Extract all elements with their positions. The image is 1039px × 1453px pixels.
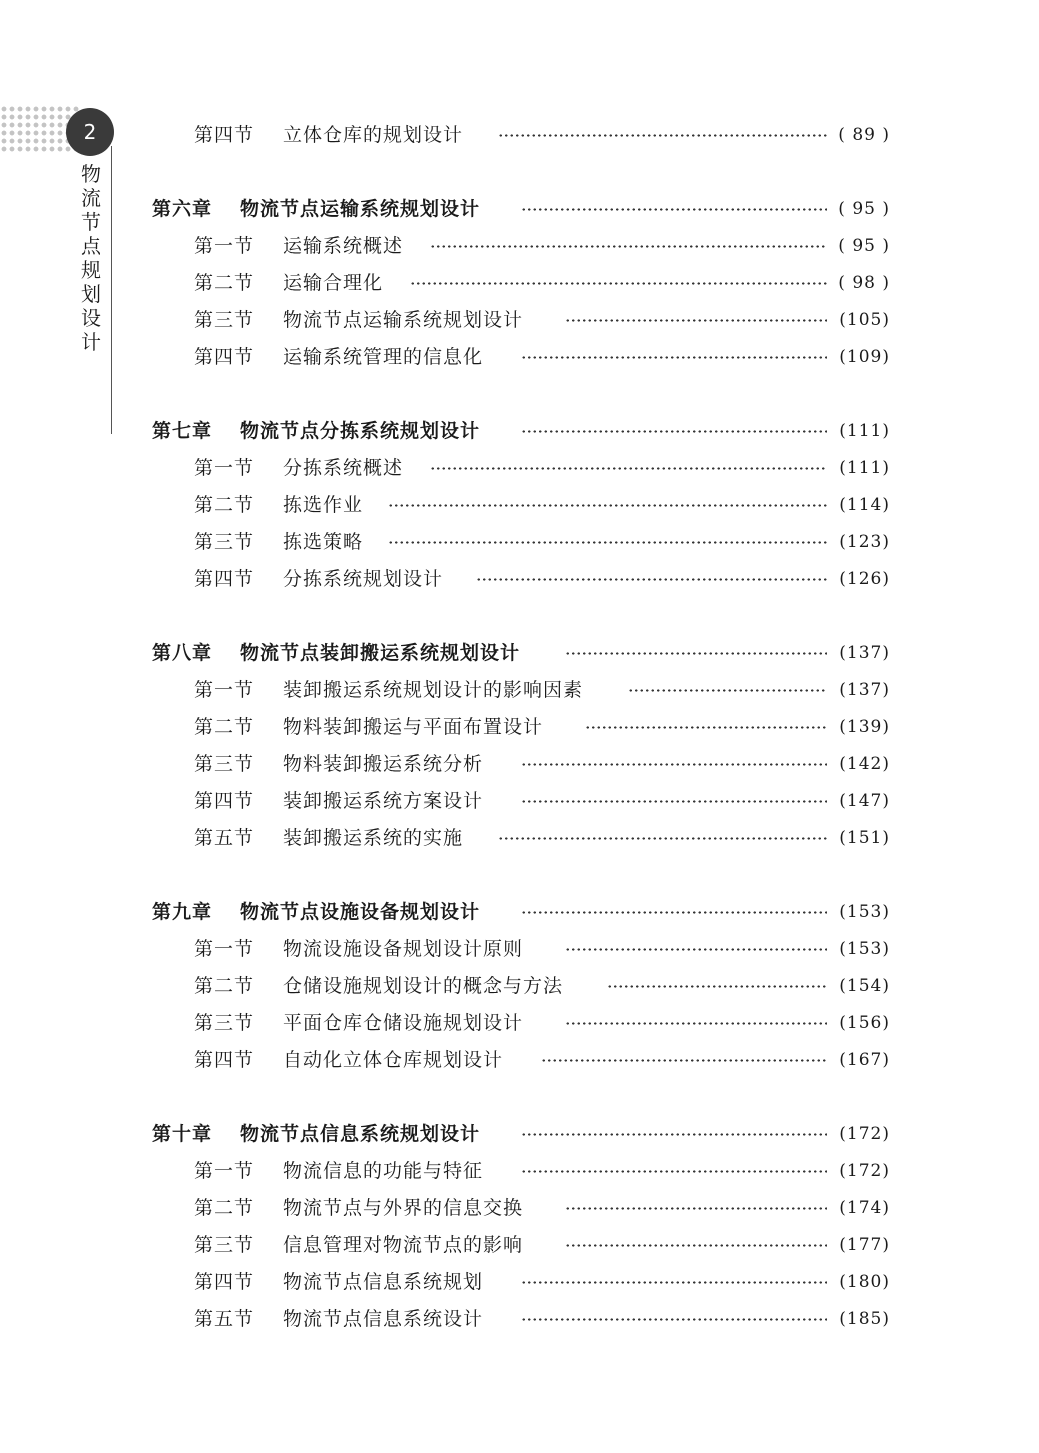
toc-section-row[interactable] — [0, 527, 1039, 557]
dot-leader — [521, 342, 827, 372]
section-number: 第一节 — [194, 679, 255, 701]
page-reference: (156) — [839, 1013, 890, 1033]
section-title: 拣选作业 — [283, 494, 364, 516]
toc-section-row[interactable] — [0, 934, 1039, 964]
page-reference: (105) — [839, 310, 890, 330]
page-reference: (151) — [839, 828, 890, 848]
page-reference: (167) — [839, 1050, 890, 1070]
toc-section-row[interactable] — [0, 823, 1039, 853]
section-title: 分拣系统概述 — [283, 457, 404, 479]
dot-leader — [628, 675, 827, 705]
chapter-number: 第九章 — [152, 901, 213, 923]
toc-section-row[interactable] — [0, 1304, 1039, 1334]
section-number: 第二节 — [194, 716, 255, 738]
section-number: 第五节 — [194, 827, 255, 849]
section-title: 拣选策略 — [283, 531, 364, 553]
chapter-number: 第十章 — [152, 1123, 213, 1145]
dot-leader — [521, 1267, 827, 1297]
dot-leader — [521, 749, 827, 779]
toc-section-row[interactable] — [0, 675, 1039, 705]
page-reference: (177) — [839, 1235, 890, 1255]
toc-section-row[interactable] — [0, 1267, 1039, 1297]
dot-leader — [541, 1045, 827, 1075]
section-title: 立体仓库的规划设计 — [283, 124, 464, 146]
chapter-number: 第七章 — [152, 420, 213, 442]
page-reference: (139) — [839, 717, 890, 737]
section-number: 第四节 — [194, 1049, 255, 1071]
dot-leader — [521, 897, 827, 927]
page-reference: ( 95 ) — [838, 199, 890, 219]
section-number: 第一节 — [194, 457, 255, 479]
section-number: 第二节 — [194, 975, 255, 997]
section-title: 信息管理对物流节点的影响 — [283, 1234, 524, 1256]
page-reference: ( 89 ) — [838, 125, 890, 145]
dot-leader — [498, 823, 827, 853]
dot-leader — [430, 231, 827, 261]
section-number: 第四节 — [194, 1271, 255, 1293]
chapter-number: 第六章 — [152, 198, 213, 220]
running-book-title: 物流节点规划设计 — [81, 162, 101, 354]
chapter-title: 物流节点信息系统规划设计 — [240, 1123, 481, 1145]
section-title: 装卸搬运系统规划设计的影响因素 — [283, 679, 584, 701]
page-reference: (153) — [839, 902, 890, 922]
page-reference: (137) — [839, 643, 890, 663]
toc-section-row[interactable] — [0, 971, 1039, 1001]
section-number: 第三节 — [194, 753, 255, 775]
section-number: 第三节 — [194, 1012, 255, 1034]
section-title: 运输合理化 — [283, 272, 384, 294]
section-title: 物流设施设备规划设计原则 — [283, 938, 524, 960]
toc-chapter-row[interactable] — [0, 194, 1039, 224]
toc-section-row[interactable] — [0, 231, 1039, 261]
section-number: 第三节 — [194, 309, 255, 331]
dot-leader — [430, 453, 827, 483]
toc-chapter-row[interactable] — [0, 638, 1039, 668]
dot-leader — [565, 305, 827, 335]
dot-leader — [388, 527, 827, 557]
section-title: 分拣系统规划设计 — [283, 568, 444, 590]
page-reference: (142) — [839, 754, 890, 774]
toc-section-row[interactable] — [0, 342, 1039, 372]
dot-leader — [476, 564, 827, 594]
chapter-number: 第八章 — [152, 642, 213, 664]
page-reference: (111) — [839, 421, 890, 441]
dot-leader — [521, 786, 827, 816]
section-title: 装卸搬运系统方案设计 — [283, 790, 484, 812]
dot-leader — [565, 1230, 827, 1260]
section-number: 第一节 — [194, 235, 255, 257]
toc-section-row[interactable] — [0, 1230, 1039, 1260]
section-title: 自动化立体仓库规划设计 — [283, 1049, 504, 1071]
section-number: 第四节 — [194, 346, 255, 368]
section-title: 物流节点运输系统规划设计 — [283, 309, 524, 331]
page-reference: (114) — [839, 495, 890, 515]
toc-section-row[interactable] — [0, 1045, 1039, 1075]
toc-chapter-row[interactable] — [0, 416, 1039, 446]
dot-leader — [521, 194, 827, 224]
toc-section-row[interactable] — [0, 1193, 1039, 1223]
section-title: 物流节点与外界的信息交换 — [283, 1197, 524, 1219]
dot-leader — [521, 1119, 827, 1149]
toc-section-row[interactable] — [0, 1156, 1039, 1186]
page-reference: (172) — [839, 1124, 890, 1144]
toc-section-row[interactable] — [0, 305, 1039, 335]
dot-leader — [565, 1193, 827, 1223]
toc-section-row[interactable] — [0, 749, 1039, 779]
dot-leader — [565, 638, 827, 668]
section-number: 第三节 — [194, 1234, 255, 1256]
page-reference: (154) — [839, 976, 890, 996]
page-reference: ( 98 ) — [838, 273, 890, 293]
section-title: 物料装卸搬运与平面布置设计 — [283, 716, 544, 738]
toc-section-row[interactable] — [0, 268, 1039, 298]
toc-section-row[interactable] — [0, 786, 1039, 816]
dot-leader — [565, 934, 827, 964]
section-title: 运输系统管理的信息化 — [283, 346, 484, 368]
dot-leader — [498, 120, 827, 150]
dot-leader — [585, 712, 827, 742]
page-reference: (123) — [839, 532, 890, 552]
section-number: 第四节 — [194, 790, 255, 812]
page-reference: (185) — [839, 1309, 890, 1329]
section-title: 物流节点信息系统设计 — [283, 1308, 484, 1330]
chapter-title: 物流节点装卸搬运系统规划设计 — [240, 642, 521, 664]
section-title: 仓储设施规划设计的概念与方法 — [283, 975, 564, 997]
dot-leader — [565, 1008, 827, 1038]
toc-chapter-row[interactable] — [0, 1119, 1039, 1149]
section-title: 物流信息的功能与特征 — [283, 1160, 484, 1182]
section-title: 平面仓库仓储设施规划设计 — [283, 1012, 524, 1034]
page-reference: (137) — [839, 680, 890, 700]
section-title: 运输系统概述 — [283, 235, 404, 257]
dot-leader — [607, 971, 827, 1001]
page-reference: (109) — [839, 347, 890, 367]
section-number: 第一节 — [194, 1160, 255, 1182]
toc-chapter-row[interactable] — [0, 897, 1039, 927]
section-title: 装卸搬运系统的实施 — [283, 827, 464, 849]
section-number: 第四节 — [194, 124, 255, 146]
section-number: 第二节 — [194, 1197, 255, 1219]
page-reference: (153) — [839, 939, 890, 959]
page-number: 2 — [83, 120, 97, 144]
page-reference: (180) — [839, 1272, 890, 1292]
section-title: 物料装卸搬运系统分析 — [283, 753, 484, 775]
dot-leader — [388, 490, 827, 520]
section-number: 第五节 — [194, 1308, 255, 1330]
section-number: 第一节 — [194, 938, 255, 960]
toc-section-row[interactable] — [0, 120, 1039, 150]
dot-leader — [521, 1304, 827, 1334]
toc-section-row[interactable] — [0, 490, 1039, 520]
page-reference: (111) — [839, 458, 890, 478]
toc-section-row[interactable] — [0, 453, 1039, 483]
page-reference: (126) — [839, 569, 890, 589]
section-number: 第二节 — [194, 494, 255, 516]
toc-section-row[interactable] — [0, 1008, 1039, 1038]
page-reference: ( 95 ) — [838, 236, 890, 256]
toc-section-row[interactable] — [0, 564, 1039, 594]
section-number: 第三节 — [194, 531, 255, 553]
page-reference: (147) — [839, 791, 890, 811]
dot-leader — [521, 416, 827, 446]
chapter-title: 物流节点运输系统规划设计 — [240, 198, 481, 220]
dot-leader — [521, 1156, 827, 1186]
toc-section-row[interactable] — [0, 712, 1039, 742]
section-number: 第四节 — [194, 568, 255, 590]
page-reference: (172) — [839, 1161, 890, 1181]
dot-leader — [410, 268, 827, 298]
chapter-title: 物流节点分拣系统规划设计 — [240, 420, 481, 442]
chapter-title: 物流节点设施设备规划设计 — [240, 901, 481, 923]
section-number: 第二节 — [194, 272, 255, 294]
page-reference: (174) — [839, 1198, 890, 1218]
section-title: 物流节点信息系统规划 — [283, 1271, 484, 1293]
